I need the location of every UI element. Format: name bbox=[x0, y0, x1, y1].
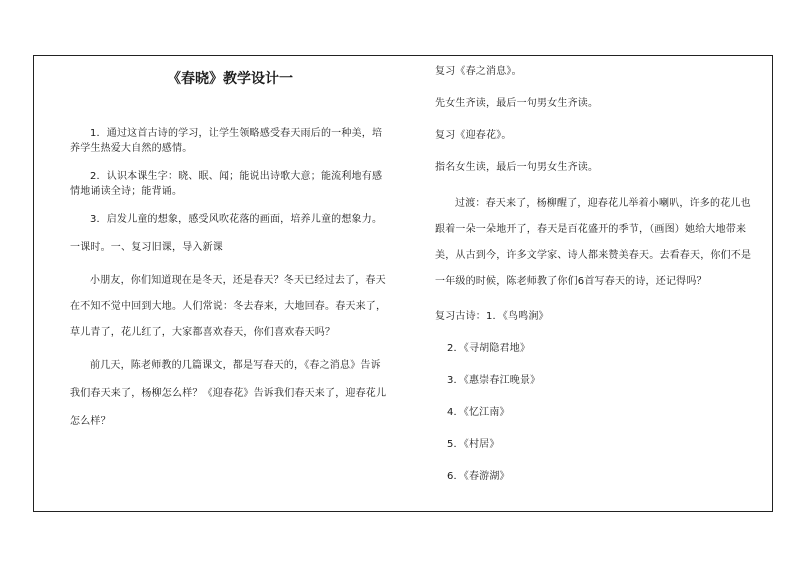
poem-list-item-3: 3．《惠崇春江晚景》 bbox=[447, 375, 541, 386]
document-title: 《春晓》教学设计一 bbox=[167, 71, 293, 87]
paragraph-goal-3: 3．启发儿童的想象，感受风吹花落的画面，培养儿童的想象力。 bbox=[90, 214, 383, 225]
paragraph-review-jasmine: 复习《迎春花》。 bbox=[435, 130, 512, 141]
poem-list-item-2: 2．《寻胡隐君地》 bbox=[447, 343, 531, 354]
paragraph-reading-2: 指名女生读，最后一句男女生齐读。 bbox=[435, 162, 599, 173]
paragraph-reading-1: 先女生齐读，最后一句男女生齐读。 bbox=[435, 98, 599, 109]
paragraph-goal-2: 2．认识本课生字：晓、眠、闻；能说出诗歌大意；能流利地有感情地诵读全诗；能背诵。 bbox=[70, 171, 383, 197]
paragraph-review-spring-news: 复习《春之消息》。 bbox=[435, 66, 522, 77]
poem-list-item-1: 复习古诗：1．《鸟鸣涧》 bbox=[435, 311, 549, 322]
right-column bbox=[435, 64, 755, 484]
paragraph-transition: 过渡：春天来了，杨柳醒了，迎春花儿举着小喇叭，许多的花儿也跟着一朵一朵地开了，春天是百花盛开的季节，（画图）她给大地带来美，从古到今，许多文学家、诗人都来赞美春天。去看春天，你们不是一年级的时候，陈老师教了你们6首写春天的诗，还记得吗？ bbox=[435, 198, 752, 287]
left-column bbox=[70, 60, 390, 436]
paragraph-review: 前几天，陈老师教的几篇课文，都是写春天的，《春之消息》告诉我们春天来了，杨柳怎么样？《迎春花》告诉我们春天来了，迎春花儿怎么样？ bbox=[70, 360, 387, 427]
poem-list-item-6: 6．《春游湖》 bbox=[447, 471, 510, 482]
poem-list-item-4: 4．《忆江南》 bbox=[447, 407, 510, 418]
paragraph-intro: 小朋友，你们知道现在是冬天，还是春天？冬天已经过去了，春天在不知不觉中回到大地。人们常说：冬去春来，大地回春。春天来了，草儿青了，花儿红了，大家都喜欢春天，你们喜欢春天吗？ bbox=[70, 275, 387, 338]
paragraph-lesson-heading: 一课时。一、复习旧课，导入新课 bbox=[70, 242, 223, 253]
poem-list-item-5: 5．《村居》 bbox=[447, 439, 500, 450]
paragraph-goal-1: 1．通过这首古诗的学习，让学生领略感受春天雨后的一种美，培养学生热爱大自然的感情。 bbox=[70, 128, 383, 154]
